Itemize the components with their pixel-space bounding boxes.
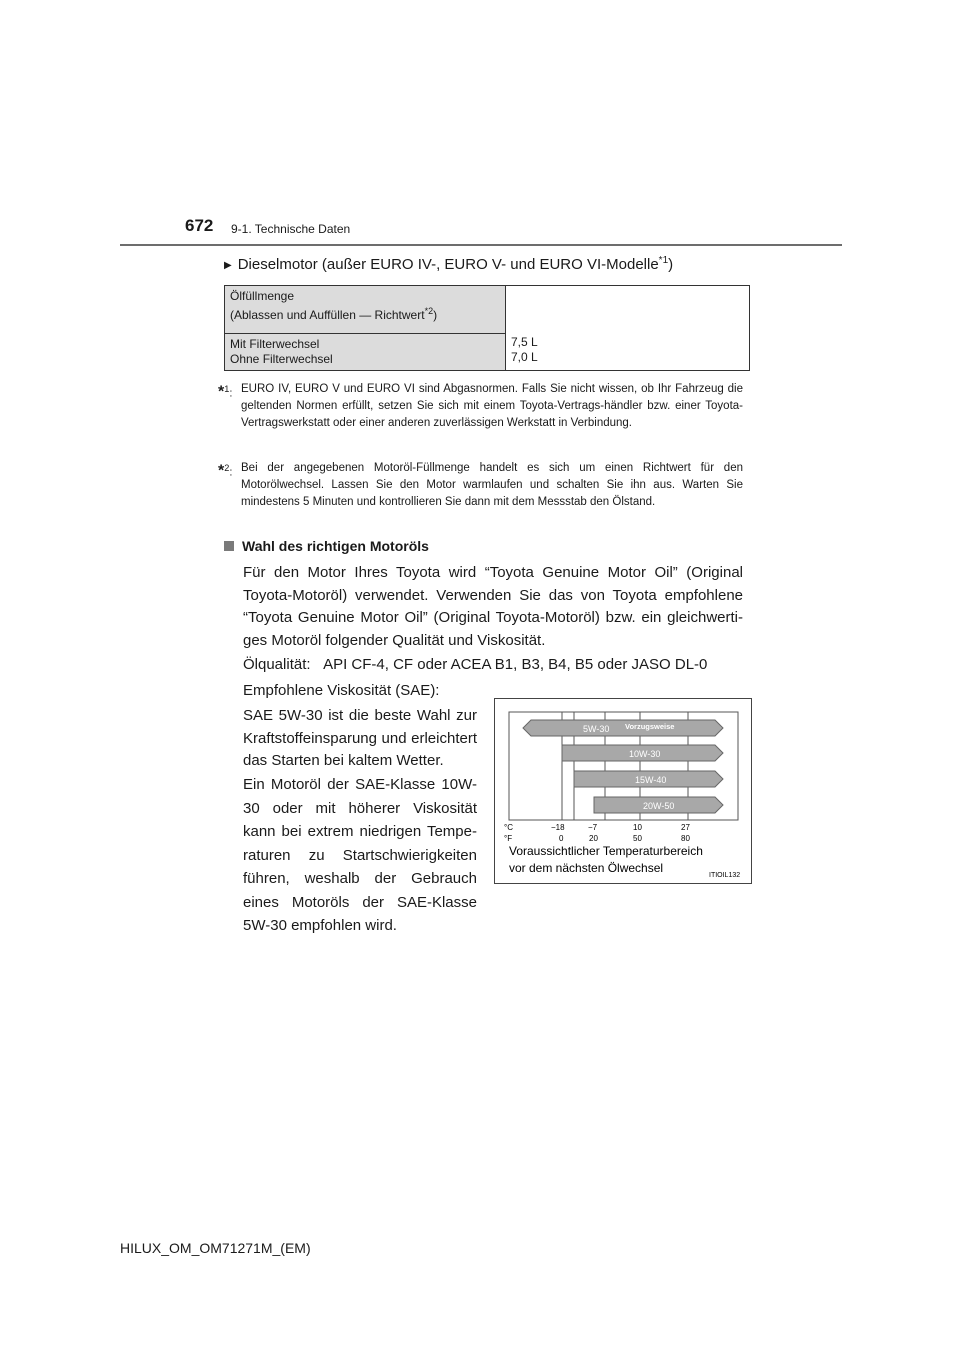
label-preferred: Vorzugsweise	[625, 722, 675, 731]
table-label-cell: Mit Filterwechsel Ohne Filterwechsel	[225, 334, 506, 371]
oil-intro-paragraph: Für den Motor Ihres Toyota wird “Toyota Genuine Motor Oil” (Original Toyota-Motoröl) verwendet. Verwenden Sie das von Toyota empfohlene “Toyota Genuine Motor Oil” (Original Toyota-Motoröl) bzw. ein gleichwerti-ges Motoröl folgender Qualität und Viskosität.	[243, 564, 743, 649]
page-number: 672	[185, 216, 214, 235]
table-header-cell: Ölfüllmenge (Ablassen und Auffüllen — Richtwert$^{*2}$)	[225, 286, 506, 334]
footnote-2: *$^2$: Bei der angegebenen Motoröl-Füllmenge handelt es sich um einen Richtwert für den Motorölwechsel. Lassen Sie den Motor warmlaufen und schalten Sie ihn aus. Warten Sie mindestens 5 Minuten und kontrollieren Sie dann mit dem Messstab den Ölstand.	[218, 462, 743, 508]
tick-f: 0	[559, 834, 564, 843]
tick-c: 10	[633, 823, 642, 832]
axis-c-label: °C	[504, 823, 513, 832]
table-value-cell: 7,5 L 7,0 L	[506, 286, 750, 371]
tick-c: −18	[551, 823, 565, 832]
label-20w50: 20W-50	[643, 801, 675, 811]
footer-model: HILUX_OM_OM71271M_(EM)	[120, 1240, 311, 1256]
diesel-heading: ▶ Dieselmotor (außer EURO IV-, EURO V- und EURO VI-Modelle$^{*1}$)	[224, 255, 674, 273]
viscosity-label: Empfohlene Viskosität (SAE):	[243, 682, 440, 699]
temperature-range-label-2: vor dem nächsten Ölwechsel	[509, 861, 664, 875]
oil-selection-heading: Wahl des richtigen Motoröls	[224, 538, 429, 554]
header-rule	[120, 244, 842, 246]
tick-c: 27	[681, 823, 690, 832]
footnote-1: *$^1$: EURO IV, EURO V und EURO VI sind Abgasnormen. Falls Sie nicht wissen, ob Ihr Fahrzeug die geltenden Normen erfüllt, setzen Sie sich mit einem Toyota-Vertrags-händler bzw. einer Toyota-Vertragswerkstatt oder einer anderen zuverlässigen Werkstatt in Verbindung.	[218, 383, 743, 429]
square-bullet-icon	[224, 541, 234, 551]
oil-capacity-table	[224, 285, 750, 371]
oil-quality-line: Ölqualität: API CF-4, CF oder ACEA B1, B3, B4, B5 oder JASO DL-0	[243, 656, 708, 673]
label-15w40: 15W-40	[635, 775, 667, 785]
viscosity-chart	[494, 698, 752, 884]
tick-f: 80	[681, 834, 690, 843]
viscosity-chart-svg	[495, 699, 751, 883]
tick-c: −7	[588, 823, 598, 832]
tick-f: 50	[633, 834, 642, 843]
figure-id: ITIOIL132	[709, 872, 741, 879]
label-10w30: 10W-30	[629, 749, 661, 759]
bar-5w30	[523, 720, 723, 736]
triangle-bullet-icon: ▶	[224, 260, 232, 271]
viscosity-paragraph-1: SAE 5W-30 ist die beste Wahl zur Kraftstoffeinsparung und erleichtert das Starten bei kaltem Wetter.	[243, 707, 477, 769]
viscosity-paragraph-2: Ein Motoröl der SAE-Klasse 10W-30 oder mit höherer Viskosität kann bei extrem niedrigen Tempe-raturen zu Startschwierigkeiten führen, weshalb der Gebrauch eines Motoröls der SAE-Klasse 5W-30 empfohlen wird.	[243, 776, 477, 934]
tick-f: 20	[589, 834, 598, 843]
label-5w30: 5W-30	[583, 724, 610, 734]
temperature-range-label-1: Voraussichtlicher Temperaturbereich	[509, 844, 703, 858]
section-title: 9-1. Technische Daten	[231, 222, 351, 236]
axis-f-label: °F	[504, 834, 513, 843]
